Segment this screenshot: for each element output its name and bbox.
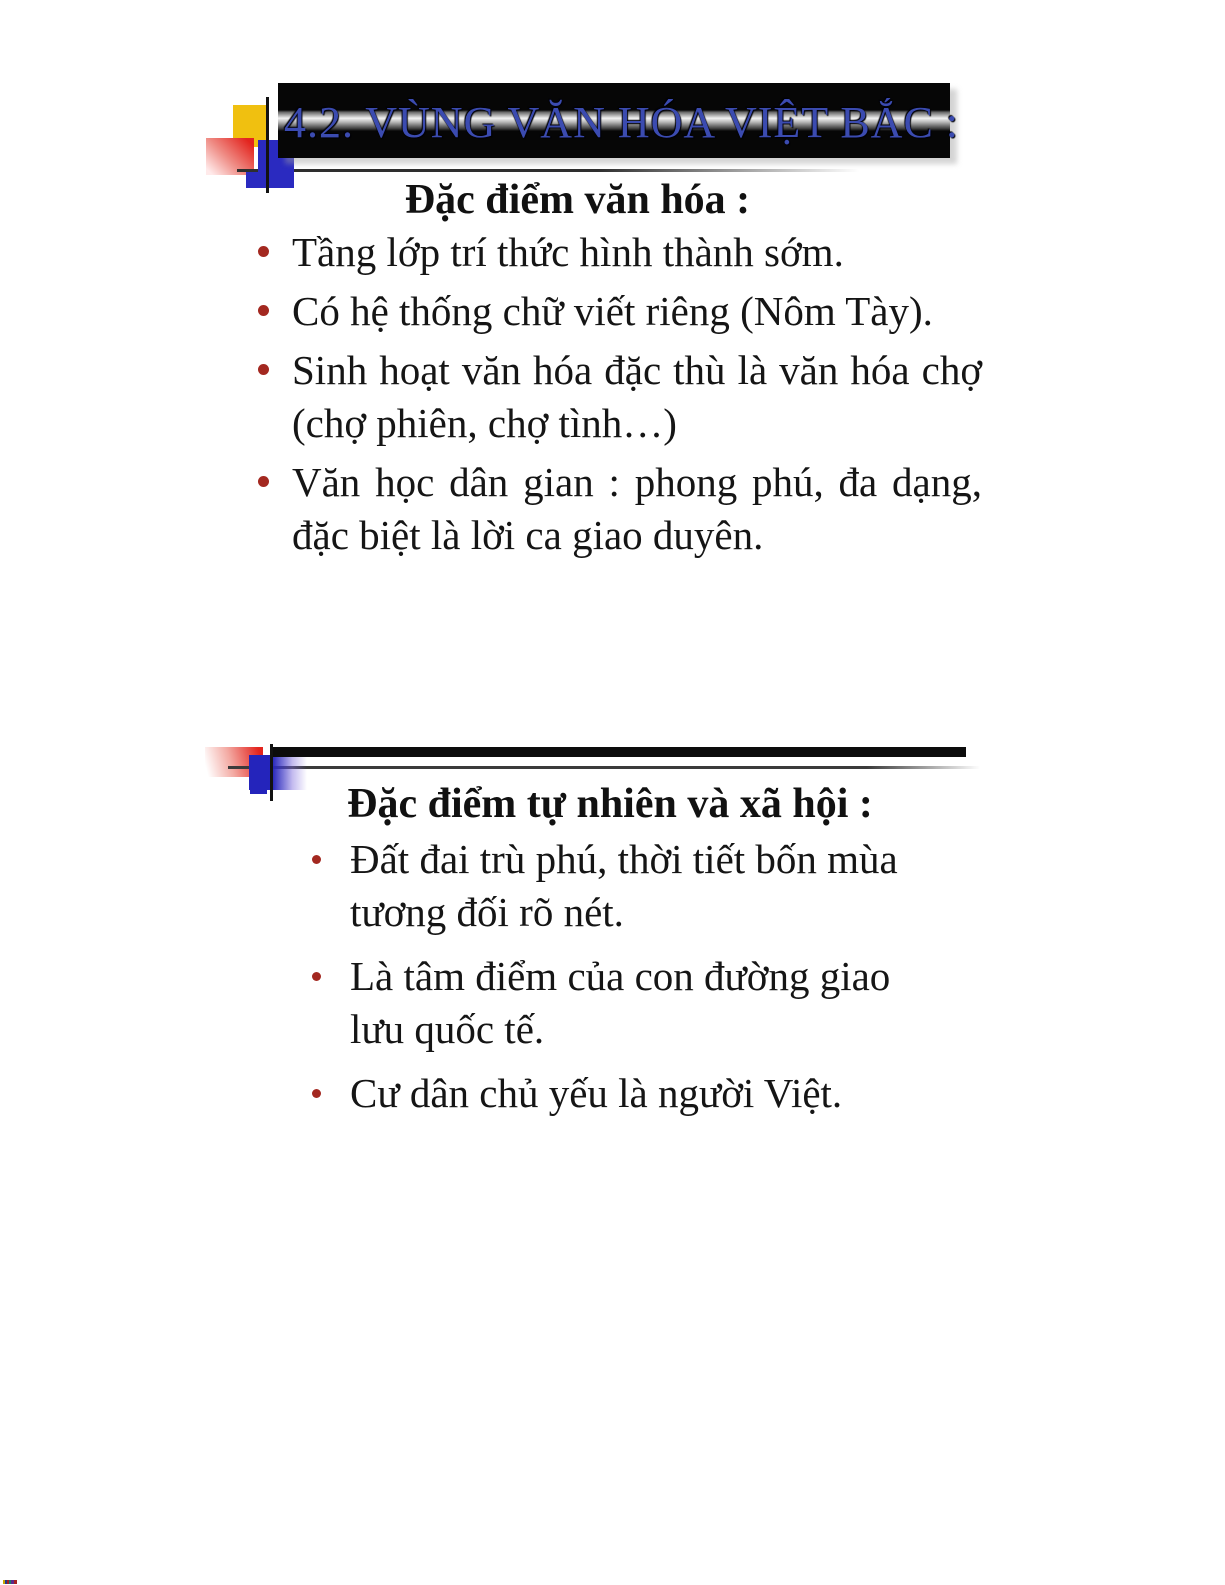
list-item: [312, 950, 927, 1056]
bullet-line: (chợ phiên, chợ tình…): [292, 400, 677, 446]
bullet-icon: [258, 305, 269, 316]
bullet-text: [292, 344, 982, 450]
bullet-column: [312, 950, 350, 1056]
bullet-line: lưu quốc tế.: [350, 1006, 545, 1052]
list-item: [258, 226, 982, 279]
bullet-icon: [258, 476, 269, 487]
blue-square-decoration: [250, 782, 267, 794]
list-item: [312, 1067, 927, 1120]
bullet-icon: [312, 855, 321, 864]
bullet-icon: [312, 1089, 321, 1098]
bullet-column: [312, 1067, 350, 1120]
bullet-line: đặc biệt là lời ca giao duyên.: [292, 512, 764, 558]
bullet-column: [258, 285, 292, 338]
horizontal-rule-decoration: [237, 169, 892, 172]
bullet-line: Văn học dân gian : phong phú, đa dạng,: [292, 459, 982, 505]
bullet-list: [258, 226, 982, 568]
bullet-list: [312, 833, 927, 1131]
list-item: [258, 285, 982, 338]
bullet-text: [350, 833, 927, 939]
blue-square-decoration: [246, 172, 266, 188]
section-heading: Đặc điểm tự nhiên và xã hội :: [347, 781, 873, 827]
bullet-text: [292, 456, 982, 562]
bullet-line: Là tâm điểm của con đường giao: [350, 953, 891, 999]
bullet-text: [292, 285, 982, 338]
bullet-line: Tầng lớp trí thức hình thành sớm.: [292, 229, 844, 275]
list-item: [258, 456, 982, 562]
top-bar-decoration: [272, 747, 966, 757]
list-item: [312, 833, 927, 939]
bullet-icon: [312, 972, 321, 981]
list-item: [258, 344, 982, 450]
bullet-line: Cư dân chủ yếu là người Việt.: [350, 1070, 843, 1116]
bullet-icon: [258, 246, 269, 257]
bullet-line: Sinh hoạt văn hóa đặc thù là văn hóa chợ: [292, 347, 982, 393]
slide-title: 4.2. VÙNG VĂN HÓA VIỆT BẮC :: [284, 98, 960, 147]
bullet-text: [350, 1067, 927, 1120]
bullet-column: [258, 344, 292, 450]
bullet-line: Có hệ thống chữ viết riêng (Nôm Tày).: [292, 288, 933, 334]
bullet-column: [312, 833, 350, 939]
section-heading: Đặc điểm văn hóa :: [404, 177, 751, 223]
slide-title-banner: [278, 83, 960, 158]
scan-artifact: [3, 1580, 17, 1584]
bullet-text: [292, 226, 982, 279]
bullet-text: [350, 950, 927, 1056]
vertical-line-decoration: [270, 744, 273, 801]
bullet-column: [258, 456, 292, 562]
bullet-icon: [258, 364, 269, 375]
bullet-line: tương đối rõ nét.: [350, 889, 624, 935]
bullet-column: [258, 226, 292, 279]
bullet-line: Đất đai trù phú, thời tiết bốn mùa: [350, 836, 898, 882]
vertical-line-decoration: [266, 97, 269, 193]
horizontal-rule-decoration: [228, 766, 980, 769]
